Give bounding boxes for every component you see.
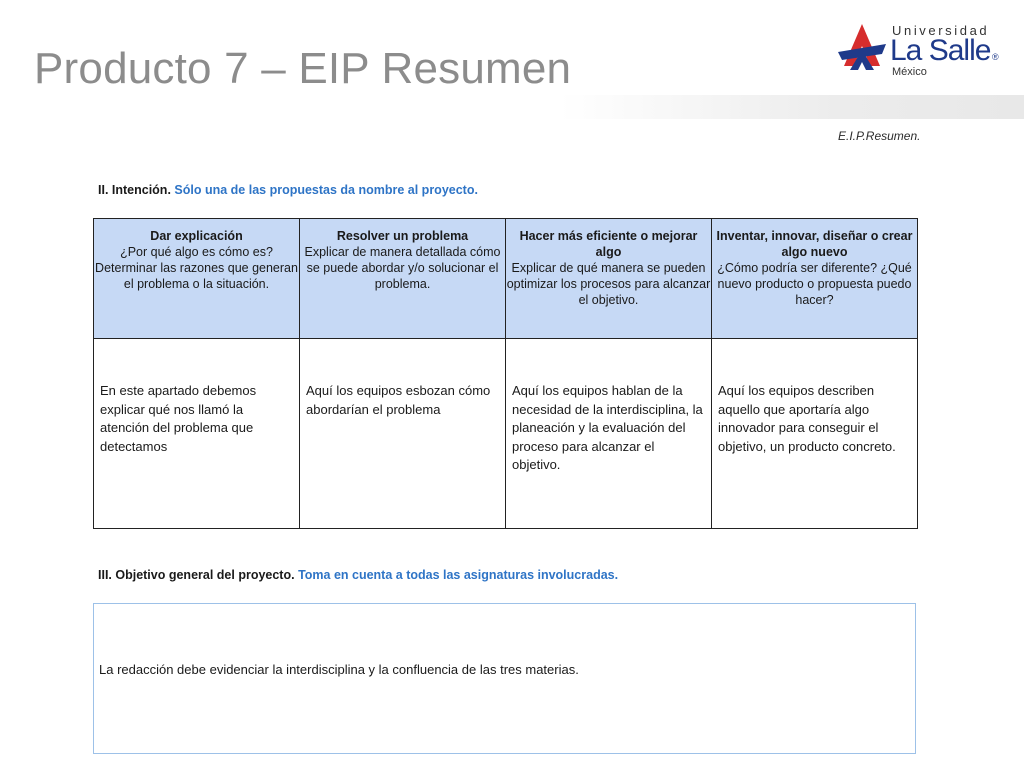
objetivo-box	[93, 603, 916, 754]
section-objetivo-label: III. Objetivo general del proyecto.	[98, 568, 295, 582]
header-cell-resolver-problema	[300, 219, 506, 339]
table-body-row	[94, 339, 918, 529]
logo-mexico: México	[892, 66, 927, 78]
body-cell: En este apartado debemos explicar qué nos llamó la atención del problema que detectamos	[94, 339, 300, 529]
header-cell-hacer-eficiente	[506, 219, 712, 339]
table-header-row	[94, 219, 918, 339]
logo-registered-mark: ®	[992, 52, 999, 62]
intencion-table	[93, 218, 918, 529]
slide-title: Producto 7 – EIP Resumen	[34, 44, 572, 93]
section-intencion-label: II. Intención.	[98, 183, 171, 197]
header-heading: Inventar, innovar, diseñar o crear algo nuevo	[716, 229, 913, 259]
header-heading: Hacer más eficiente o mejorar algo	[519, 229, 698, 259]
objetivo-text: La redacción debe evidenciar la interdisciplina y la confluencia de las tres materias.	[99, 662, 579, 677]
header-heading: Dar explicación	[150, 229, 243, 243]
decorative-band	[560, 95, 1024, 119]
section-intencion-note: Sólo una de las propuestas da nombre al proyecto.	[174, 183, 478, 197]
logo-universidad: Universidad	[892, 23, 990, 38]
body-cell: Aquí los equipos hablan de la necesidad de la interdisciplina, la planeación y la evaluación del proceso para alcanzar el objetivo.	[506, 339, 712, 529]
section-intencion-heading	[98, 183, 478, 197]
header-heading: Resolver un problema	[336, 229, 469, 243]
body-cell: Aquí los equipos esbozan cómo abordarían el problema	[300, 339, 506, 529]
logo-lasalle-text: La Salle	[890, 34, 991, 67]
document-tag: E.I.P.Resumen.	[838, 129, 921, 143]
section-objetivo-note: Toma en cuenta a todas las asignaturas involucradas.	[298, 568, 619, 582]
header-text: ¿Cómo podría ser diferente? ¿Qué nuevo producto o propuesta puedo hacer?	[717, 261, 912, 307]
body-cell: Aquí los equipos describen aquello que aportaría algo innovador para conseguir el objetivo, un producto concreto.	[712, 339, 918, 529]
section-objetivo-heading	[98, 568, 618, 582]
lasalle-star-icon	[836, 22, 888, 74]
header-cell-inventar-innovar	[712, 219, 918, 339]
header-text: ¿Por qué algo es cómo es? Determinar las razones que generan el problema o la situación.	[95, 245, 298, 291]
header-text: Explicar de qué manera se pueden optimizar los procesos para alcanzar el objetivo.	[506, 261, 711, 307]
lasalle-logo	[836, 22, 1016, 82]
header-text: Explicar de manera detallada cómo se puede abordar y/o solucionar el problema.	[304, 245, 501, 291]
header-cell-dar-explicacion	[94, 219, 300, 339]
